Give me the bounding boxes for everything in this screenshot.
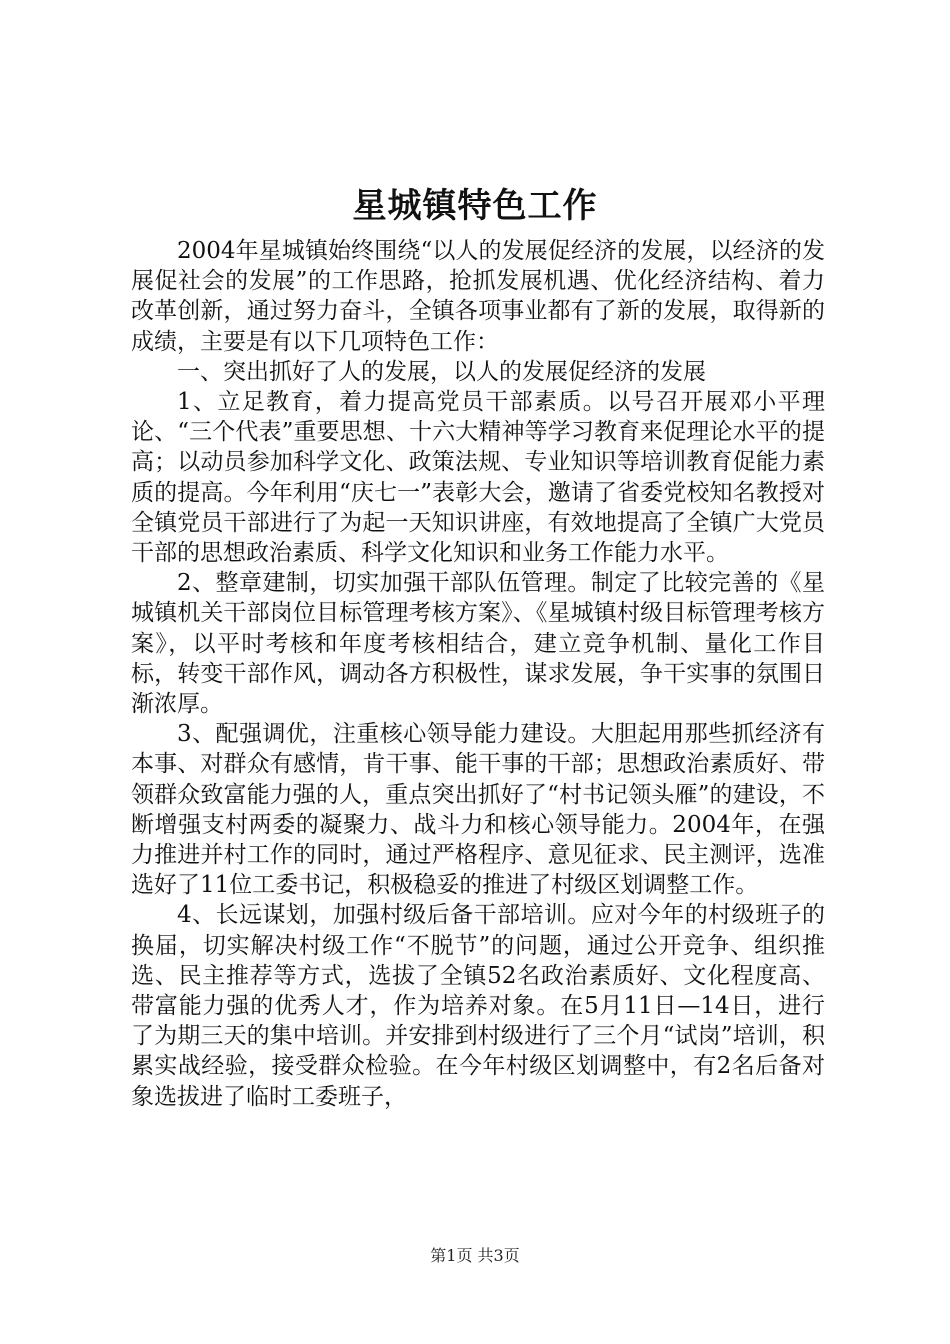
page-number-footer: 第1页 共3页: [430, 1246, 520, 1265]
item-paragraph-2: 2、整章建制，切实加强干部队伍管理。制定了比较完善的《星城镇机关干部岗位目标管理考核方案》、《星城镇村级目标管理考核方案》，以平时考核和年度考核相结合，建立竞争机制、量化工作目标，转变干部作风，调动各方积极性，谋求发展，争干实事的氛围日渐浓厚。: [131, 570, 825, 718]
section-heading-1: 一、突出抓好了人的发展，以人的发展促经济的发展: [177, 358, 706, 385]
item-paragraph-1: 1、立足教育，着力提高党员干部素质。以号召开展邓小平理论、“三个代表”重要思想、十六大精神等学习教育来促理论水平的提高；以动员参加科学文化、政策法规、专业知识等培训教育促能力素质的提高。今年利用“庆七一”表彰大会，邀请了省委党校知名教授对全镇党员干部进行了为起一天知识讲座，有效地提高了全镇广大党员干部的思想政治素质、科学文化知识和业务工作能力水平。: [131, 389, 825, 567]
document-title: 星城镇特色工作: [352, 186, 598, 226]
item-paragraph-4: 4、长远谋划，加强村级后备干部培训。应对今年的村级班子的换届，切实解决村级工作“不脱节”的问题，通过公开竞争、组织推选、民主推荐等方式，选拔了全镇52名政治素质好、文化程度高、带富能力强的优秀人才，作为培养对象。在5月11日—14日，进行了为期三天的集中培训。并安排到村级进行了三个月“试岗”培训，积累实战经验，接受群众检验。在今年村级区划调整中，有2名后备对象选拔进了临时工委班子，: [131, 902, 825, 1110]
item-paragraph-3: 3、配强调优，注重核心领导能力建设。大胆起用那些抓经济有本事、对群众有感情，肯干事、能干事的干部；思想政治素质好、带领群众致富能力强的人，重点突出抓好了“村书记领头雁”的建设，不断增强支村两委的凝聚力、战斗力和核心领导能力。2004年，在强力推进并村工作的同时，通过严格程序、意见征求、民主测评，选准选好了11位工委书记，积极稳妥的推进了村级区划调整工作。: [131, 721, 825, 899]
document-body: [131, 236, 825, 1112]
intro-paragraph: 2004年星城镇始终围绕“以人的发展促经济的发展，以经济的发展促社会的发展”的工作思路，抢抓发展机遇、优化经济结构、着力改革创新，通过努力奋斗，全镇各项事业都有了新的发展，取得新的成绩，主要是有以下几项特色工作：: [131, 238, 825, 355]
